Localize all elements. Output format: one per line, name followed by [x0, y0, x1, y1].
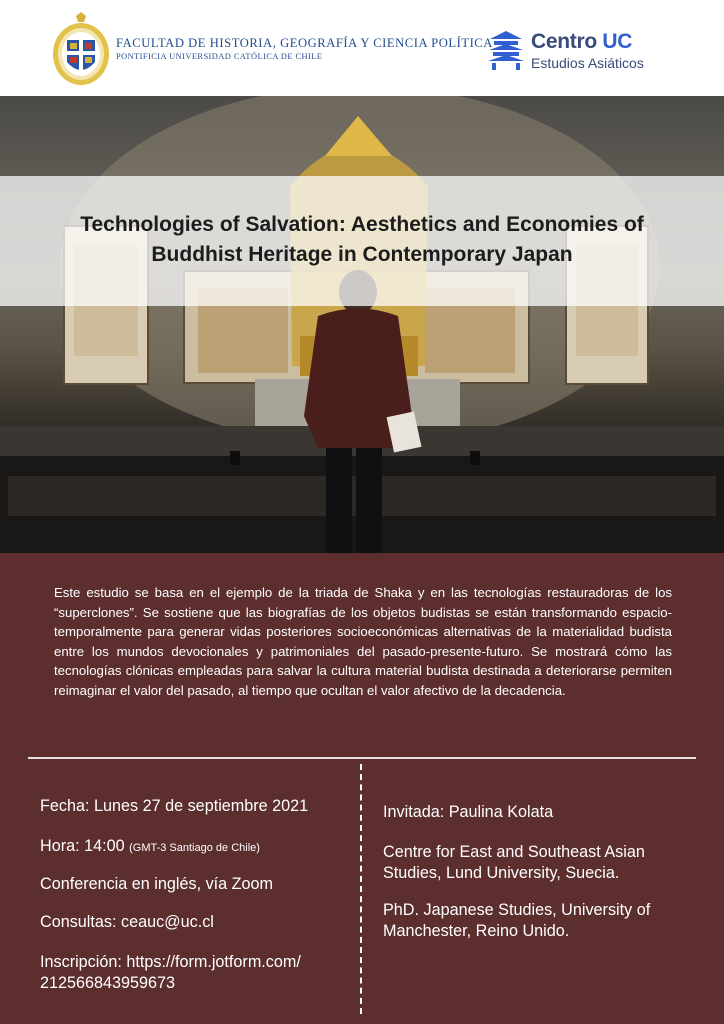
event-timezone: (GMT-3 Santiago de Chile)	[129, 842, 260, 854]
divider-horizontal	[28, 757, 696, 759]
registration-link-line-2[interactable]: 212566843959673	[40, 974, 176, 992]
event-date: Fecha: Lunes 27 de septiembre 2021	[40, 797, 309, 815]
event-title	[0, 210, 724, 270]
event-format: Conferencia en inglés, vía Zoom	[40, 875, 274, 893]
centro-subtitle: Estudios Asiáticos	[531, 55, 644, 71]
registration-link[interactable]	[40, 952, 340, 994]
header	[0, 0, 724, 96]
university-seal-icon	[52, 12, 110, 86]
event-time-value: Hora: 14:00	[40, 837, 125, 855]
centro-label: Centro	[531, 30, 597, 53]
faculty-title: FACULTAD DE HISTORIA, GEOGRAFÍA Y CIENCIA POLÍTICA	[116, 36, 493, 50]
pagoda-icon	[486, 30, 526, 70]
faculty-subtitle: PONTIFICIA UNIVERSIDAD CATÓLICA DE CHILE	[116, 52, 323, 61]
speaker-name: Invitada: Paulina Kolata	[383, 803, 554, 821]
centro-uc-name	[531, 30, 632, 54]
uc-label: UC	[602, 30, 633, 53]
title-line-1: Technologies of Salvation: Aesthetics and Economies of	[80, 213, 644, 236]
divider-vertical-dashed	[360, 764, 362, 1014]
event-abstract: Este estudio se basa en el ejemplo de la triada de Shaka y en las tecnologías restauradoras de los “superclones”. Se sostiene que las biografías de los objetos budistas se están transformando espacio-temporalmente para generar vidas posteriores socioeconómicas alternativas de la materialidad budista entre los mundos devocionales y patrimoniales del pasado-presente-futuro. Se mostrará cómo las tecnologías clónicas empleadas para salvar la cultura material budista destinada a deteriorarse permiten reimaginar el valor del pasado, al tiempo que ocultan el valor afectivo de la decadencia.	[54, 585, 672, 698]
museum-scene-illustration	[0, 96, 724, 553]
event-time	[40, 836, 260, 859]
title-line-2: Buddhist Heritage in Contemporary Japan	[151, 243, 573, 266]
registration-link-line-1[interactable]: Inscripción: https://form.jotform.com/	[40, 953, 301, 971]
speaker-affiliation: Centre for East and Southeast Asian Studies, Lund University, Suecia.	[383, 843, 645, 882]
speaker-degree: PhD. Japanese Studies, University of Manchester, Reino Unido.	[383, 901, 651, 940]
contact-email[interactable]: Consultas: ceauc@uc.cl	[40, 913, 214, 931]
hero-photo	[0, 96, 724, 553]
